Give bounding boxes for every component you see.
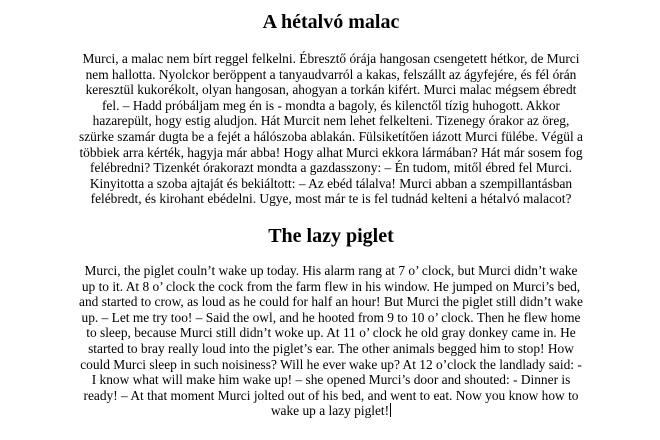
- story-paragraph-english[interactable]: [72, 263, 590, 419]
- text-line: nem hallotta. Nyolckor beröppent a tanyaudvarról a kakas, felszállt az ágyfejére, és fél órán: [85, 66, 577, 82]
- title-hungarian: A hétalvó malac: [262, 11, 400, 33]
- text-line: and started to crow, as loud as he could for half an hour! But Murci the piglet still didn’t wake: [79, 294, 583, 310]
- text-line: Murci, a malac nem bírt reggel felkelni. Ébresztő órája hangosan csengetett hétkor, de Murci: [82, 51, 580, 66]
- text-line: keresztül kukorékolt, olyan hangosan, ahogyan a torkán kifért. Murci malac mégsem ébredt: [85, 82, 577, 98]
- text-line: felébredni? Tizenkét órakorazt mondta a gazdasszony: – Én tudom, mitől ébred fel Murci.: [90, 160, 572, 176]
- text-line: started to bray really loud into the piglet’s ear. The other animals begged him to stop! How: [88, 340, 574, 356]
- text-line: szürke szamár dugta be a fejét a hálószoba ablakán. Fülsiketítően iázott Murci fülébe. Végül a: [79, 128, 583, 144]
- text-line: felébredt, és kirohant ebédelni. Ugye, most már te is fel tudnád kelteni a hétalvó malacot?: [90, 191, 572, 207]
- text-line: up to it. At 8 o’ clock the cock from the farm flew in his window. He jumped on Murci’s bed,: [81, 278, 581, 294]
- text-line-content: wake up a lazy piglet!: [270, 403, 390, 419]
- story-paragraph-hungarian[interactable]: [72, 51, 590, 207]
- text-cursor: [390, 403, 391, 417]
- text-line: hazarepült, hogy estig aludjon. Hát Murcit nem lehet felkelteni. Tizenegy órakor az öreg,: [92, 113, 570, 129]
- text-line: ready! – At that moment Murci jolted out of his bed, and went to eat. Now you know how to: [83, 387, 579, 403]
- text-line: to sleep, because Murci still didn’t woke up. At 11 o’ clock he old gray donkey came in. He: [86, 325, 576, 341]
- text-line: többiek arra kérték, hagyja már abba! Hogy alhat Murci ekkora lármában? Hát már sosem fog: [79, 144, 583, 160]
- text-line: could Murci sleep in such noisiness? Will he ever wake up? At 12 o’clock the landlady said: -: [80, 356, 582, 372]
- text-line: [72, 403, 590, 419]
- text-line: Murci, the piglet couln’t wake up today. His alarm rang at 7 o’ clock, but Murci didn’t wake: [84, 263, 578, 278]
- text-line: Kinyitotta a szoba ajtaját és bekiáltott: – Az ebéd tálalva! Murci abban a szempillantásban: [89, 175, 573, 191]
- title-english: The lazy piglet: [268, 225, 394, 247]
- text-line: up. – Let me try too! – Said the owl, and he hooted from 9 to 10 o’ clock. Then he flew home: [81, 309, 581, 325]
- text-line: I know what will make him wake up! – she opened Murci’s door and shouted: - Dinner is: [91, 372, 571, 388]
- text-line: fel. – Hadd próbáljam meg én is - mondta a bagoly, és kilenctől tízig huhogott. Akkor: [101, 97, 561, 113]
